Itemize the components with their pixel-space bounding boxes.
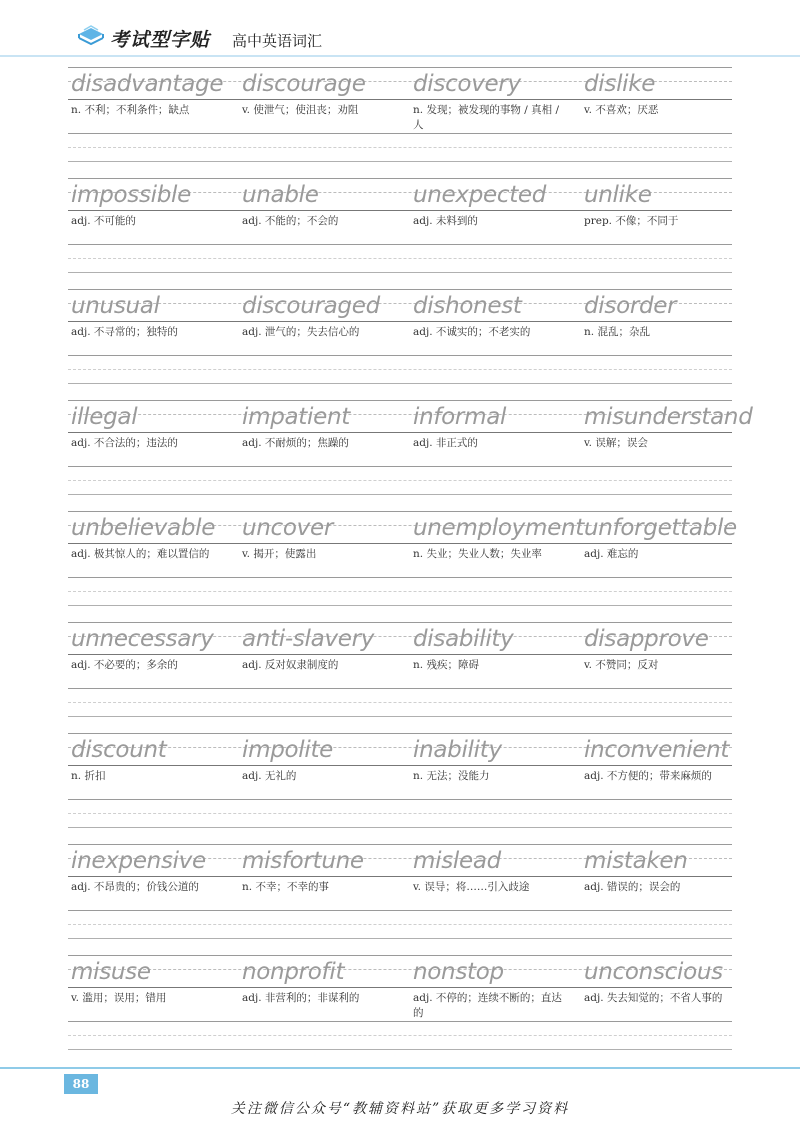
vocab-entry <box>410 177 570 243</box>
guide-line <box>68 910 732 911</box>
vocab-entry <box>239 621 399 687</box>
vocab-word: unexpected <box>413 182 547 208</box>
footer-divider <box>0 1067 800 1069</box>
vocab-meaning: n. 残疾；障碍 <box>413 659 479 671</box>
vocab-word: unbelievable <box>71 515 216 541</box>
vocab-meaning: adj. 无礼的 <box>242 770 297 782</box>
vocab-meaning: n. 不利；不利条件；缺点 <box>71 104 190 116</box>
vocab-meaning: adj. 未料到的 <box>413 215 478 227</box>
vocab-word: misfortune <box>242 848 364 874</box>
guide-line <box>68 577 732 578</box>
vocab-meaning: v. 使泄气；使沮丧；劝阻 <box>242 104 359 116</box>
guide-line <box>68 1049 732 1050</box>
vocab-row <box>68 399 753 495</box>
vocab-entry <box>68 621 228 687</box>
vocab-word: nonstop <box>413 959 504 985</box>
vocab-word: unemployment <box>413 515 584 541</box>
vocab-meaning: adj. 失去知觉的；不省人事的 <box>584 992 723 1004</box>
vocab-meaning: v. 不喜欢；厌恶 <box>584 104 659 116</box>
guide-line <box>68 383 732 384</box>
brand-title: 考试型字贴 <box>110 29 211 51</box>
vocab-word: unusual <box>71 293 160 319</box>
guide-line <box>68 799 732 800</box>
vocab-meaning: v. 滥用；误用；错用 <box>71 992 167 1004</box>
vocab-word: dishonest <box>413 293 522 319</box>
vocab-word: unforgettable <box>584 515 737 541</box>
vocab-meaning: adj. 极其惊人的；难以置信的 <box>71 548 210 560</box>
vocab-entry <box>581 177 741 243</box>
vocab-entry <box>410 621 570 687</box>
vocab-entry <box>68 843 228 909</box>
vocab-entry <box>410 66 570 132</box>
guide-line <box>68 147 732 148</box>
vocab-word: mistaken <box>584 848 688 874</box>
vocab-entry <box>239 399 399 465</box>
vocab-word: impossible <box>71 182 191 208</box>
vocab-entry <box>581 621 741 687</box>
vocab-entry <box>410 732 570 798</box>
vocab-meaning: adj. 不能的；不会的 <box>242 215 339 227</box>
vocab-meaning: adj. 不昂贵的；价钱公道的 <box>71 881 199 893</box>
guide-line <box>68 244 732 245</box>
vocab-word: inconvenient <box>584 737 730 763</box>
vocab-row <box>68 732 732 828</box>
vocab-entry <box>239 843 399 909</box>
page-header <box>0 0 800 62</box>
vocab-word: disadvantage <box>71 71 224 97</box>
vocab-entry <box>239 954 399 1020</box>
guide-line <box>68 1035 732 1036</box>
vocab-entry <box>239 66 399 132</box>
guide-line <box>68 133 732 134</box>
vocab-meaning: adj. 不合法的；违法的 <box>71 437 178 449</box>
vocab-meaning: adj. 泄气的；失去信心的 <box>242 326 360 338</box>
vocab-word: anti-slavery <box>242 626 375 652</box>
vocab-word: inability <box>413 737 502 763</box>
vocab-word: mislead <box>413 848 501 874</box>
vocab-entry <box>581 510 741 576</box>
vocab-meaning: adj. 非营利的；非谋利的 <box>242 992 360 1004</box>
vocab-word: nonprofit <box>242 959 345 985</box>
vocab-entry <box>68 66 228 132</box>
guide-line <box>68 355 732 356</box>
vocab-entry <box>581 66 741 132</box>
vocab-word: disorder <box>584 293 677 319</box>
vocab-meaning: adj. 不寻常的；独特的 <box>71 326 178 338</box>
footer-note: 关注微信公众号“教辅资料站”获取更多学习资料 <box>230 1101 570 1117</box>
vocab-entry <box>68 177 228 243</box>
vocab-row <box>68 510 737 606</box>
vocab-row <box>68 177 732 273</box>
vocab-word: uncover <box>242 515 333 541</box>
vocab-meaning: adj. 不必要的；多余的 <box>71 659 178 671</box>
vocab-row <box>68 954 732 1050</box>
vocab-word: misunderstand <box>584 404 753 430</box>
vocab-word: discouraged <box>242 293 380 319</box>
vocab-row <box>68 843 732 939</box>
books-logo-icon <box>76 22 106 50</box>
guide-line <box>68 702 732 703</box>
guide-line <box>68 272 732 273</box>
vocab-meaning: n. 折扣 <box>71 770 106 782</box>
vocab-meaning: v. 不赞同；反对 <box>584 659 659 671</box>
vocab-entry <box>581 954 741 1020</box>
vocab-word: unable <box>242 182 319 208</box>
vocab-meaning: n. 失业；失业人数；失业率 <box>413 548 542 560</box>
vocab-meaning: n. 发现；被发现的事物 / 真相 / 人 <box>413 104 560 131</box>
guide-line <box>68 924 732 925</box>
vocab-meaning: adj. 错误的；误会的 <box>584 881 681 893</box>
guide-line <box>68 813 732 814</box>
vocab-word: inexpensive <box>71 848 206 874</box>
vocab-entry <box>581 288 741 354</box>
guide-line <box>68 480 732 481</box>
guide-line <box>68 258 732 259</box>
guide-line <box>68 938 732 939</box>
page-number: 88 <box>64 1074 98 1094</box>
vocab-entry <box>68 732 228 798</box>
guide-line <box>68 716 732 717</box>
vocab-meaning: adj. 难忘的 <box>584 548 639 560</box>
guide-line <box>68 827 732 828</box>
vocab-word: unlike <box>584 182 652 208</box>
guide-line <box>68 1021 732 1022</box>
vocab-entry <box>239 177 399 243</box>
vocab-meaning: adj. 不可能的 <box>71 215 136 227</box>
vocab-entry <box>239 288 399 354</box>
vocab-meaning: n. 无法；没能力 <box>413 770 490 782</box>
vocab-row <box>68 66 732 162</box>
vocab-row <box>68 621 732 717</box>
vocab-row <box>68 288 732 384</box>
vocab-word: unnecessary <box>71 626 214 652</box>
vocab-meaning: prep. 不像；不同于 <box>584 215 679 227</box>
vocab-meaning: adj. 非正式的 <box>413 437 478 449</box>
vocab-word: unconscious <box>584 959 723 985</box>
vocab-word: discovery <box>413 71 521 97</box>
vocab-meaning: adj. 不停的；连续不断的；直达的 <box>413 992 562 1019</box>
vocab-entry <box>410 288 570 354</box>
vocab-word: misuse <box>71 959 151 985</box>
vocab-meaning: adj. 不诚实的；不老实的 <box>413 326 531 338</box>
vocab-meaning: adj. 不方便的；带来麻烦的 <box>584 770 712 782</box>
vocab-entry <box>410 843 570 909</box>
vocab-entry <box>68 954 228 1020</box>
vocab-meaning: adj. 反对奴隶制度的 <box>242 659 339 671</box>
guide-line <box>68 494 732 495</box>
vocab-word: illegal <box>71 404 138 430</box>
guide-line <box>68 161 732 162</box>
vocab-meaning: v. 误导；将……引入歧途 <box>413 881 530 893</box>
guide-line <box>68 369 732 370</box>
guide-line <box>68 466 732 467</box>
vocab-entry <box>68 288 228 354</box>
vocab-word: informal <box>413 404 507 430</box>
vocab-entry <box>581 843 741 909</box>
vocab-word: disapprove <box>584 626 709 652</box>
vocab-word: disability <box>413 626 514 652</box>
vocab-meaning: n. 混乱；杂乱 <box>584 326 650 338</box>
vocab-entry <box>581 399 753 465</box>
vocab-entry <box>239 510 399 576</box>
vocab-entry <box>239 732 399 798</box>
vocab-entry <box>410 510 584 576</box>
vocab-entry <box>68 399 228 465</box>
vocab-meaning: v. 揭开；使露出 <box>242 548 317 560</box>
vocab-entry <box>581 732 741 798</box>
vocab-entry <box>68 510 228 576</box>
vocab-meaning: v. 误解；误会 <box>584 437 648 449</box>
vocab-entry <box>410 399 570 465</box>
vocab-word: dislike <box>584 71 656 97</box>
guide-line <box>68 591 732 592</box>
page-subtitle: 高中英语词汇 <box>232 32 323 50</box>
header-divider <box>0 55 800 57</box>
vocab-word: discount <box>71 737 167 763</box>
guide-line <box>68 605 732 606</box>
vocab-word: impatient <box>242 404 350 430</box>
vocab-meaning: n. 不幸；不幸的事 <box>242 881 329 893</box>
vocab-entry <box>410 954 570 1020</box>
vocab-word: impolite <box>242 737 334 763</box>
vocab-word: discourage <box>242 71 366 97</box>
guide-line <box>68 688 732 689</box>
vocab-meaning: adj. 不耐烦的；焦躁的 <box>242 437 349 449</box>
